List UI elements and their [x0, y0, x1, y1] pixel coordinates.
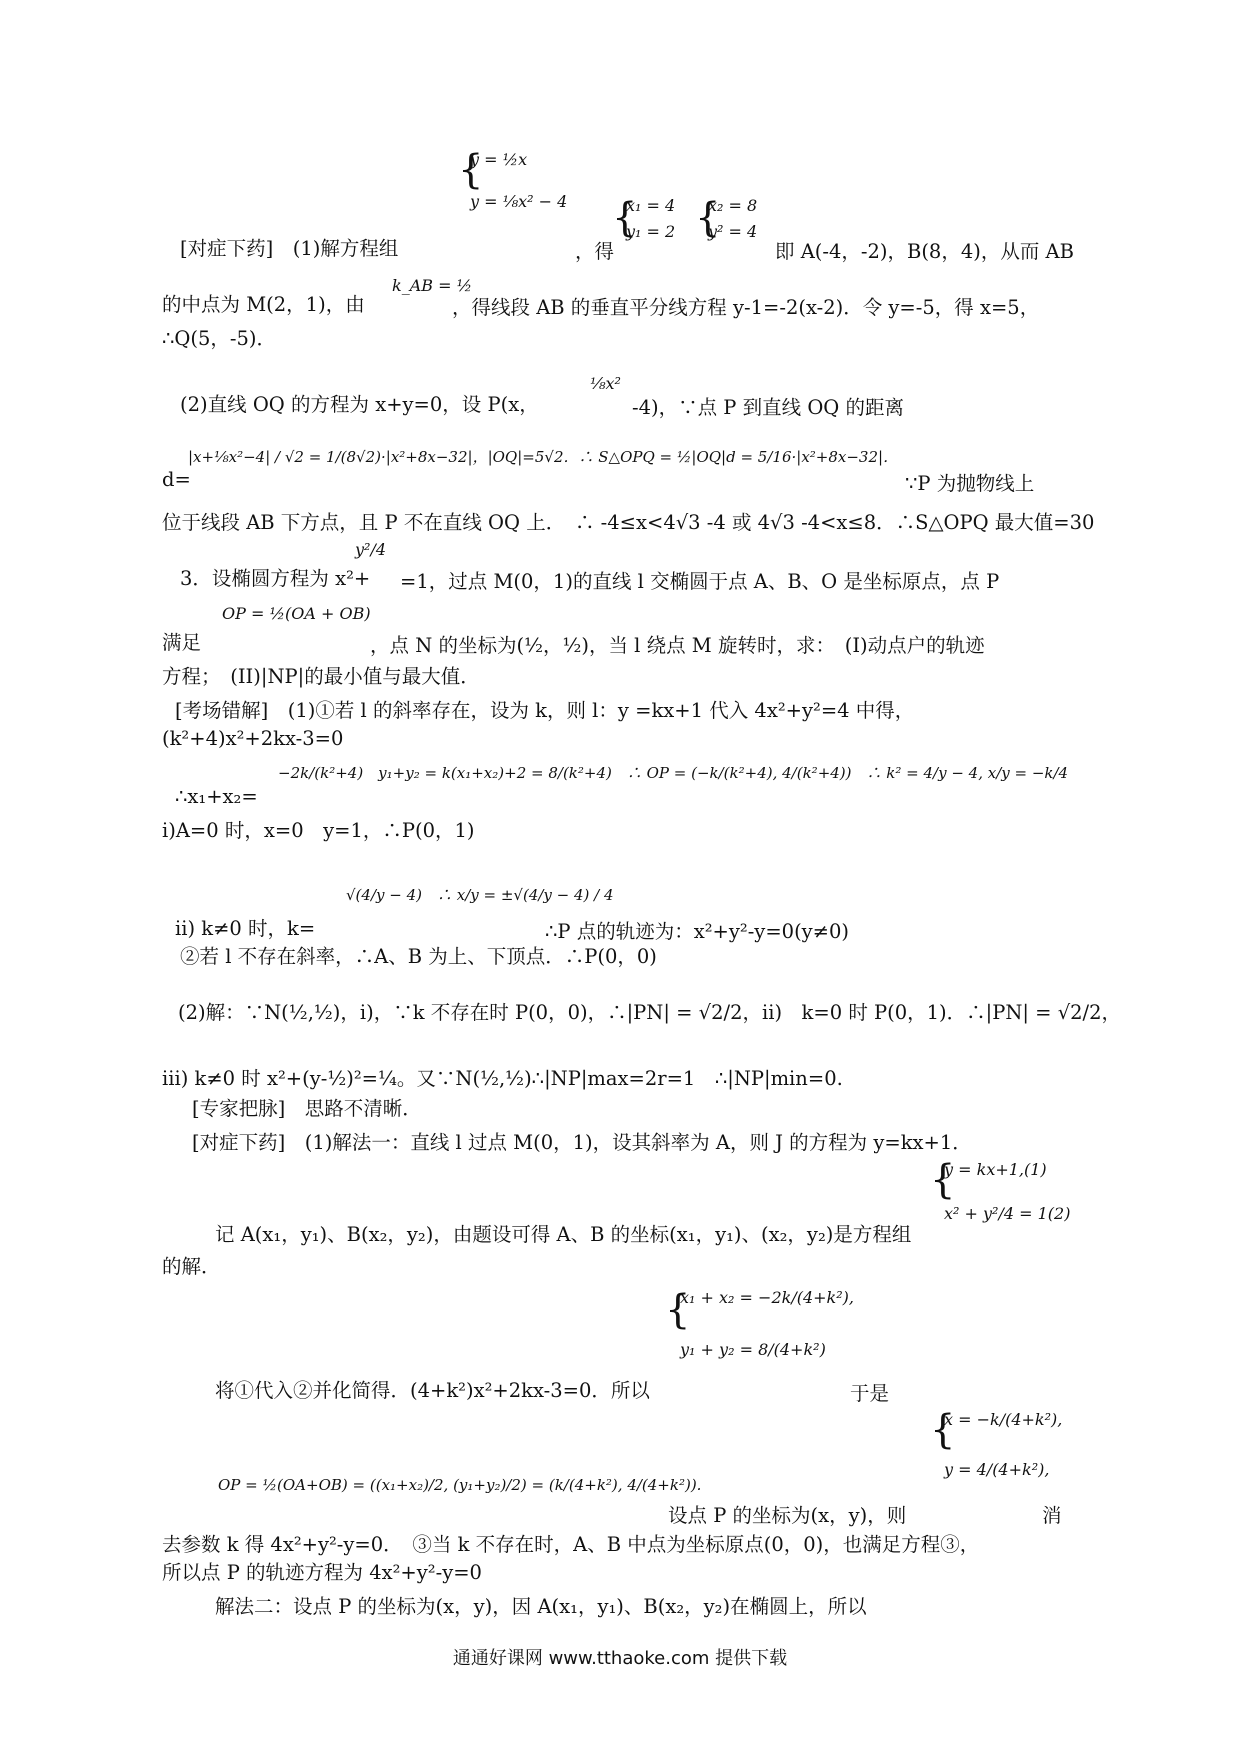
p3-frac: ⅛x²: [590, 374, 621, 393]
solution-x2: x₂ = 8: [708, 196, 758, 215]
right-line-8: 解法二：设点 P 的坐标为(x，y)，因 A(x₁，y₁)、B(x₂，y₂)在椭圆上，所以: [215, 1595, 867, 1618]
system-eq-ellipse: x² + y²/4 = 1(2): [944, 1204, 1071, 1223]
q3-frac: y²/4: [355, 540, 387, 559]
solution-y2: y² = 4: [708, 222, 758, 241]
p3-text-a: (2)直线 OQ 的方程为 x+y=0，设 P(x，: [180, 393, 539, 416]
right-line-4: 将①代入②并化简得．(4+k²)x²+2kx-3=0．所以: [215, 1379, 650, 1402]
right-text-then: 于是: [850, 1382, 890, 1405]
p1-get: ，得: [575, 240, 615, 263]
left-brace: {: [695, 195, 721, 241]
p3-d-label: d=: [162, 468, 191, 491]
system-eq-kx: y = kx+1,(1): [944, 1160, 1047, 1179]
solution-x1: x₁ = 4: [626, 196, 676, 215]
wrong-line-3: [175, 784, 258, 810]
system-px: x = −k/(4+k²),: [944, 1410, 1063, 1429]
p3-tail: ∵P 为抛物线上: [905, 472, 1035, 495]
q3-line-2: [162, 630, 201, 656]
left-brace: {: [612, 195, 638, 241]
left-brace: {: [665, 1287, 691, 1333]
wrong-text-c: ∴x₁+x₂=: [175, 785, 258, 808]
solution-y1: y₁ = 2: [626, 222, 676, 241]
distance-expression: |x+⅛x²−4| / √2 = 1/(8√2)·|x²+8x−32|，|OQ|=5√2．∴ S△OPQ = ½|OQ|d = 5/16·|x²+8x−32|．: [188, 448, 899, 466]
right-text-e: 设点 P 的坐标为(x，y)，则: [668, 1504, 907, 1527]
footer-credit: 通通好课网 www.tthaoke.com 提供下载: [452, 1648, 788, 1669]
p3-line-1: [180, 392, 539, 418]
right-line-6: 去参数 k 得 4x²+y²-y=0． ③当 k 不存在时，A、B 中点为坐标原点(0，0)，也满足方程③，: [162, 1533, 980, 1556]
system-eq-1: y = ½x: [470, 150, 528, 169]
q3-text-c: 满足: [162, 631, 202, 654]
q3-text-a: 3．设椭圆方程为 x²+: [180, 567, 371, 590]
system-eq-2: y = ⅛x² − 4: [470, 192, 568, 211]
right-line-7: 所以点 P 的轨迹方程为 4x²+y²-y=0: [162, 1561, 482, 1584]
wrong-line-4: i)A=0 时，x=0 y=1，∴P(0，1): [162, 819, 475, 842]
wrong-text-e-tail: ∴P 点的轨迹为：x²+y²-y=0(y≠0): [545, 920, 850, 943]
wrong-expr-1: −2k/(k²+4) y₁+y₂ = k(x₁+x₂)+2 = 8/(k²+4) ∴ OP = (−k/(k²+4), 4/(k²+4)) ∴ k² = 4/y − 4, x/y = −k/4: [278, 764, 1069, 782]
wrong-expr-2: √(4/y − 4) ∴ x/y = ±√(4/y − 4) / 4: [346, 886, 614, 904]
wrong-line-8: iii) k≠0 时 x²+(y-½)²=¼。又∵N(½,½)∴|NP|max=2r=1 ∴|NP|min=0.: [162, 1067, 843, 1090]
system-sum-y: y₁ + y₂ = 8/(4+k²): [680, 1340, 826, 1359]
wrong-text-e: ii) k≠0 时，k=: [175, 917, 316, 940]
right-text-e-tail: 消: [1042, 1504, 1062, 1527]
wrong-line-7: (2)解：∵N(½,½)，i)，∵k 不存在时 P(0，0)，∴|PN| = √2/2，ii) k=0 时 P(0，1)．∴|PN| = √2/2，: [178, 1001, 1122, 1024]
p2-text-b: ，得线段 AB 的垂直平分线方程 y-1=-2(x-2)．令 y=-5，得 x=5，: [452, 296, 1040, 319]
p1-tail: 即 A(-4，-2)，B(8，4)，从而 AB: [775, 240, 1074, 263]
p2-text-a: 的中点为 M(2，1)，由: [162, 293, 365, 316]
q3-line-3: 方程； (II)|NP|的最小值与最大值．: [162, 665, 480, 688]
expert-line: [专家把脉] 思路不清晰．: [192, 1097, 422, 1120]
q3-line-1: [180, 566, 370, 592]
p2-line-1: [162, 292, 365, 318]
left-brace: {: [458, 147, 484, 193]
q3-text-d: ，点 N 的坐标为(½，½)，当 l 绕点 M 旋转时，求： (I)动点户的轨迹: [370, 634, 985, 657]
wrong-line-1: [考场错解] (1)①若 l 的斜率存在，设为 k，则 l：y =kx+1 代入 4x²+y²=4 中得，: [175, 699, 915, 722]
p3-line-3: 位于线段 AB 下方点，且 P 不在直线 OQ 上． ∴ -4≤x<4√3 -4 或 4√3 -4<x≤8．∴S△OPQ 最大值=30: [162, 511, 1095, 534]
p2-line-2: ∴Q(5，-5)．: [162, 327, 277, 350]
p1-line: [180, 236, 398, 262]
op-vector-eq: OP = ½(OA + OB): [222, 604, 371, 623]
right-line-2: 记 A(x₁，y₁)、B(x₂，y₂)，由题设可得 A、B 的坐标(x₁，y₁)、(x₂，y₂)是方程组: [215, 1223, 912, 1246]
p3-text-b: -4)，∵点 P 到直线 OQ 的距离: [632, 396, 904, 419]
right-line-3: 的解．: [162, 1255, 221, 1278]
q3-text-b: =1，过点 M(0，1)的直线 l 交椭圆于点 A、B、O 是坐标原点，点 P: [400, 570, 1000, 593]
op-vector-derivation: OP = ½(OA+OB) = ((x₁+x₂)/2, (y₁+y₂)/2) = (k/(4+k²), 4/(4+k²)).: [218, 1476, 702, 1494]
slope-ab: k_AB = ½: [392, 276, 473, 295]
wrong-line-6: ②若 l 不存在斜率，∴A、B 为上、下顶点．∴P(0，0): [180, 945, 657, 968]
system-sum-x: x₁ + x₂ = −2k/(4+k²),: [680, 1288, 854, 1307]
left-brace: {: [930, 1407, 956, 1453]
wrong-line-5: [175, 916, 315, 942]
system-py: y = 4/(4+k²),: [944, 1460, 1050, 1479]
left-brace: {: [930, 1157, 956, 1203]
p1-lead: [对症下药] (1)解方程组: [180, 237, 399, 260]
right-line-1: [对症下药] (1)解法一：直线 l 过点 M(0，1)，设其斜率为 A，则 J 的方程为 y=kx+1．: [192, 1131, 972, 1154]
wrong-line-2: (k²+4)x²+2kx-3=0: [162, 727, 344, 750]
